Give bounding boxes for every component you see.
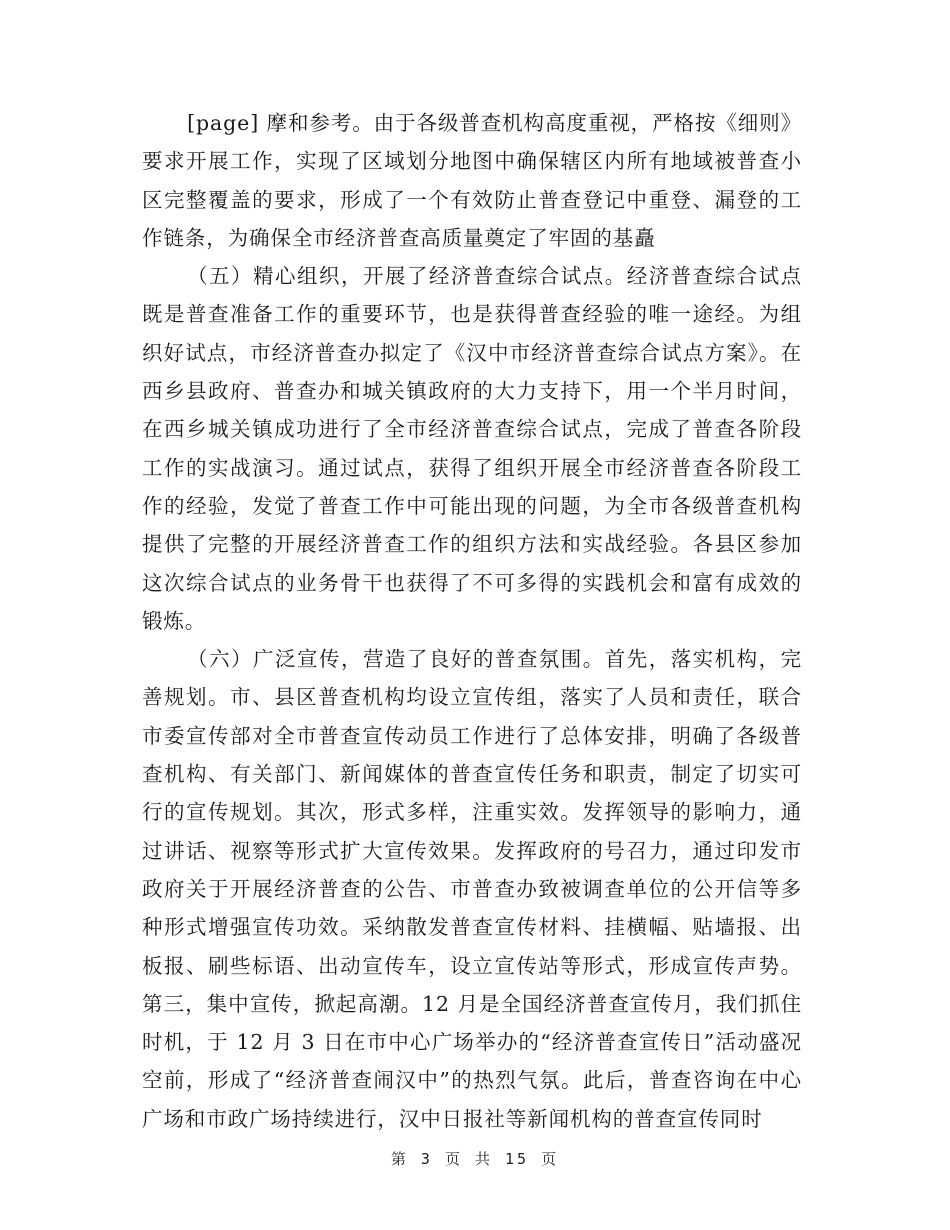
document-body	[142, 104, 802, 1138]
paragraph-section-five: （五）精心组织，开展了经济普查综合试点。经济普查综合试点既是普查准备工作的重要环节，也是获得普查经验的唯一途经。为组织好试点，市经济普查办拟定了《汉中市经济普查综合试点方案》。在西乡县政府、普查办和城关镇政府的大力支持下，用一个半月时间，在西乡城关镇成功进行了全市经济普查综合试点，完成了普查各阶段工作的实战演习。通过试点，获得了组织开展全市经济普查各阶段工作的经验，发觉了普查工作中可能出现的问题，为全市各级普查机构提供了完整的开展经济普查工作的组织方法和实战经验。各县区参加这次综合试点的业务骨干也获得了不可多得的实践机会和富有成效的锻炼。	[142, 264, 802, 633]
page-number-footer: 第 3 页 共 15 页	[390, 1150, 560, 1168]
paragraph-continuation: [page] 摩和参考。由于各级普查机构高度重视，严格按《细则》要求开展工作，实现了区域划分地图中确保辖区内所有地域被普查小区完整覆盖的要求，形成了一个有效防止普查登记中重登、漏登的工作链条，为确保全市经济普查高质量奠定了牢固的基矗	[142, 111, 802, 250]
paragraph-section-six: （六）广泛宣传，营造了良好的普查氛围。首先，落实机构，完善规划。市、县区普查机构均设立宣传组，落实了人员和责任，联合市委宣传部对全市普查宣传动员工作进行了总体安排，明确了各级普查机构、有关部门、新闻媒体的普查宣传任务和职责，制定了切实可行的宣传规划。其次，形式多样，注重实效。发挥领导的影响力，通过讲话、视察等形式扩大宣传效果。发挥政府的号召力，通过印发市政府关于开展经济普查的公告、市普查办致被调查单位的公开信等多种形式增强宣传功效。采纳散发普查宣传材料、挂横幅、贴墙报、出板报、刷些标语、出动宣传车，设立宣传站等形式，形成宣传声势。第三，集中宣传，掀起高潮。12 月是全国经济普查宣传月，我们抓住时机，于 12 月 3 日在市中心广场举办的“经济普查宣传日”活动盛况空前，形成了“经济普查闹汉中”的热烈气氛。此后，普查咨询在中心广场和市政广场持续进行，汉中日报社等新闻机构的普查宣传同时	[142, 647, 802, 1131]
